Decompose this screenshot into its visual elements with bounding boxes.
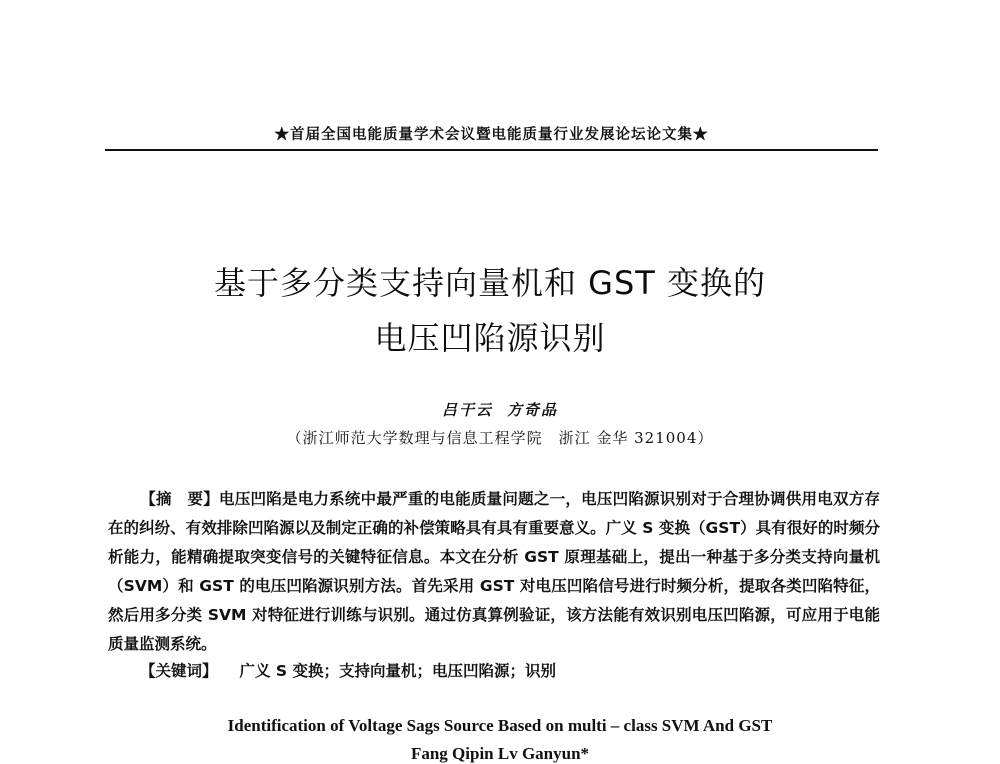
authors xyxy=(0,399,1000,420)
english-title: Identification of Voltage Sags Source Based on multi – class SVM And GST xyxy=(227,716,773,735)
keywords-text: 广义 S 变换；支持向量机；电压凹陷源；识别 xyxy=(239,662,556,680)
paper-title-line-2: 电压凹陷源识别 xyxy=(374,319,606,357)
abstract xyxy=(108,485,880,659)
paper-title-line-1: 基于多分类支持向量机和 GST 变换的 xyxy=(213,264,766,302)
keywords-label: 【关键词】 xyxy=(140,662,218,680)
abstract-label: 【摘 要】 xyxy=(140,490,219,508)
running-head: ★首届全国电能质量学术会议暨电能质量行业发展论坛论文集★ xyxy=(274,126,709,143)
author-1: 吕干云 xyxy=(441,401,493,419)
header-rule xyxy=(105,149,878,151)
english-authors: Fang Qipin Lv Ganyun* xyxy=(410,744,590,763)
affiliation: （浙江师范大学数理与信息工程学院 浙江 金华 321004） xyxy=(286,429,714,447)
author-2: 方奇品 xyxy=(507,401,559,419)
abstract-text: 电压凹陷是电力系统中最严重的电能质量问题之一，电压凹陷源识别对于合理协调供用电双方存在的纠纷、有效排除凹陷源以及制定正确的补偿策略具有具有重要意义。广义 S 变换（GST）具有很好的时频分析能力，能精确提取突变信号的关键特征信息。本文在分析 GST 原理基础上，提出一种基于多分类支持向量机（SVM）和 GST 的电压凹陷源识别方法。首先采用 GST 对电压凹陷信号进行时频分析，提取各类凹陷特征，然后用多分类 SVM 对特征进行训练与识别。通过仿真算例验证，该方法能有效识别电压凹陷源，可应用于电能质量监测系统。 xyxy=(108,490,880,653)
keywords xyxy=(140,659,556,681)
